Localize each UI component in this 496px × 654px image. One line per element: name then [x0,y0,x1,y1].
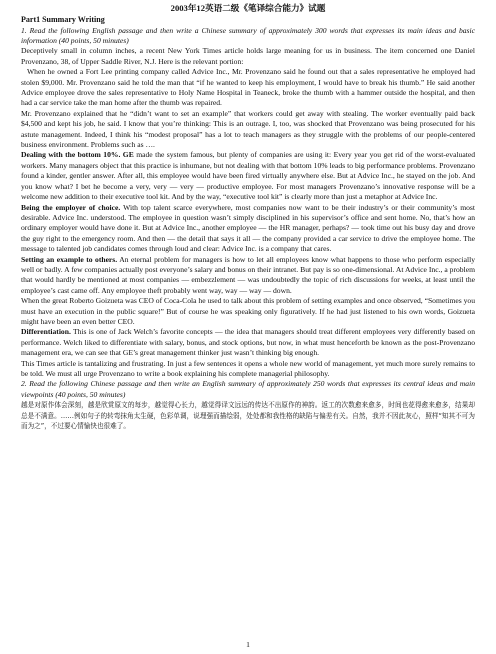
paragraph-explanation: Mr. Provenzano explained that he “didn’t want to set an example” that workers could get away with stealing. The worker eventually paid back $4,500 and kept his job, he said. I know that you’re thinking: This is an outrage. I, too, was shocked that Provenzano was being prosecuted for his astute management. Indeed, I think his “modest proposal” has a lot to teach managers as they struggle with the problems of our people-centered business environment. Problems such as …. [21,108,475,150]
heading-setting-example: Setting an example to others. [21,254,118,264]
paragraph-goizueta: When the great Roberto Goizueta was CEO of Coca-Cola he used to talk about this problem of setting examples and once observed, “Sometimes you must have an execution in the public square!” But of course he was speaking only figuratively. If he had just listened to his own words, Goizueta might have been an even better CEO. [21,296,475,326]
heading-differentiation: Differentiation. [21,327,71,337]
paragraph-quote: When he owned a Fort Lee printing company called Advice Inc., Mr. Provenzano said he found out that a sales representative he employed had stolen $9,000. Mr. Provenzano said he told the man that “if he wanted to keep his employment, I would have to break his thumb.” He said another Advice employee drove the sales representative to Holy Name Hospital in Teaneck, broke the thumb with a hammer outside the hospital, and then had a car service take the man home after the thumb was repaired. [21,67,475,108]
document-title: 2003年12英语二级《笔译综合能力》试题 [170,3,326,13]
text-employer-of-choice: With top talent scarce everywhere, most companies now want to be their industry’s or their community’s most desirable. Advice Inc. understood. The employee in question wasn’t simply disciplined in his supervisor’s office and sent home. No, that’s how an ordinary employer would have done it. But at Advice Inc., another employee — the HR manager, perhaps? — took time out his busy day and drove the guy right to the emergency room. And then — the detail that says it all — the company provided a car service to drive the employee home. The message to talented job candidates comes through loud and clear: Advice Inc. is a company that cares. [21,202,475,254]
paragraph-setting-example [21,255,475,297]
part1-heading: Part1 Summary Writing [21,15,105,24]
paragraph-conclusion: This Times article is tantalizing and frustrating. In just a few sentences it opens a whole new world of management, yet much more surely remains to be told. We must all urge Provenzano to write a book explaining his complete managerial philosophy. [21,358,475,378]
paragraph-differentiation [21,327,475,358]
instruction-1: 1. Read the following English passage and then write a Chinese summary of approximately 300 words that expresses its main ideas and basic information (40 points, 50 minutes) [21,25,475,45]
paragraph-intro: Deceptively small in column inches, a recent New York Times article holds large meaning for us in business. The item concerned one Daniel Provenzano, 38, of Upper Saddle River, N.J. Here is the relevant portion: [21,46,475,66]
text-setting-example: An eternal problem for managers is how to let all employees know what happens to those who perform especially well or badly. A few companies actually post everyone’s salary and bonus on their intranet. But pay is so one-dimensional. At Advice Inc., a problem that would hardly be mentioned at most companies — embezzlement — was undoubtedly the topic of rich discussions for weeks, at least until the employee’s cast came off. Any employee theft probably went way, way — way — down. [21,254,476,295]
text-bottom-ten: made the system famous, but plenty of companies are using it: Every year you get rid of the worst-evaluated workers. Many managers object that this practice is inhumane, but not dealing with that bottom 10% leads to big performance problems. Provenzano found a kinder, gentler answer. After all, this employee would have been fired virtually anywhere else. But at Advice Inc., he stayed on the job. And you know what? I bet he become a very, very — very — productive employee. For most managers Provenzano’s innovative response will be a welcome new addition to their executive tool kit. And by the way, “executive tool kit” is clearly more than just a metaphor at Advice Inc. [21,150,476,202]
paragraph-bottom-ten [21,150,475,202]
chinese-passage: 越是对原作体会深刻，越是欣赏原文的每步，越觉得心长力，越觉得译文远远的传达不出原作的神韵。返工的次数愈来愈多，时间也花得愈来愈多，结果却总是不满意。……例如句子的转弯抹角太生硬，色彩单调，说理强而描绘弱，处处都和我性格的缺陷与偏差有关。自然，我并不因此灰心，照样“知其不可为而为之”，不过要心情愉快也很难了。 [21,401,475,431]
instruction-2: 2. Read the following Chinese passage and then write an English summary of approximately 250 words that expresses its central ideas and main viewpoints (40 points, 50 minutes) [21,379,475,399]
heading-employer-of-choice: Being the employer of choice. [21,202,121,212]
page-number: 1 [246,639,250,649]
paragraph-employer-of-choice [21,203,475,255]
heading-bottom-ten: Dealing with the bottom 10%. GE [21,150,134,160]
text-differentiation: This is one of Jack Welch’s favorite concepts — the idea that managers should treat different employees very differently based on performance. Welch liked to differentiate with salary, bonus, and stock options, but now, in what must henceforth be known as the post-Provenzano management era, we can see that GE’s great management thinker just wasn’t thinking big enough. [21,327,475,358]
